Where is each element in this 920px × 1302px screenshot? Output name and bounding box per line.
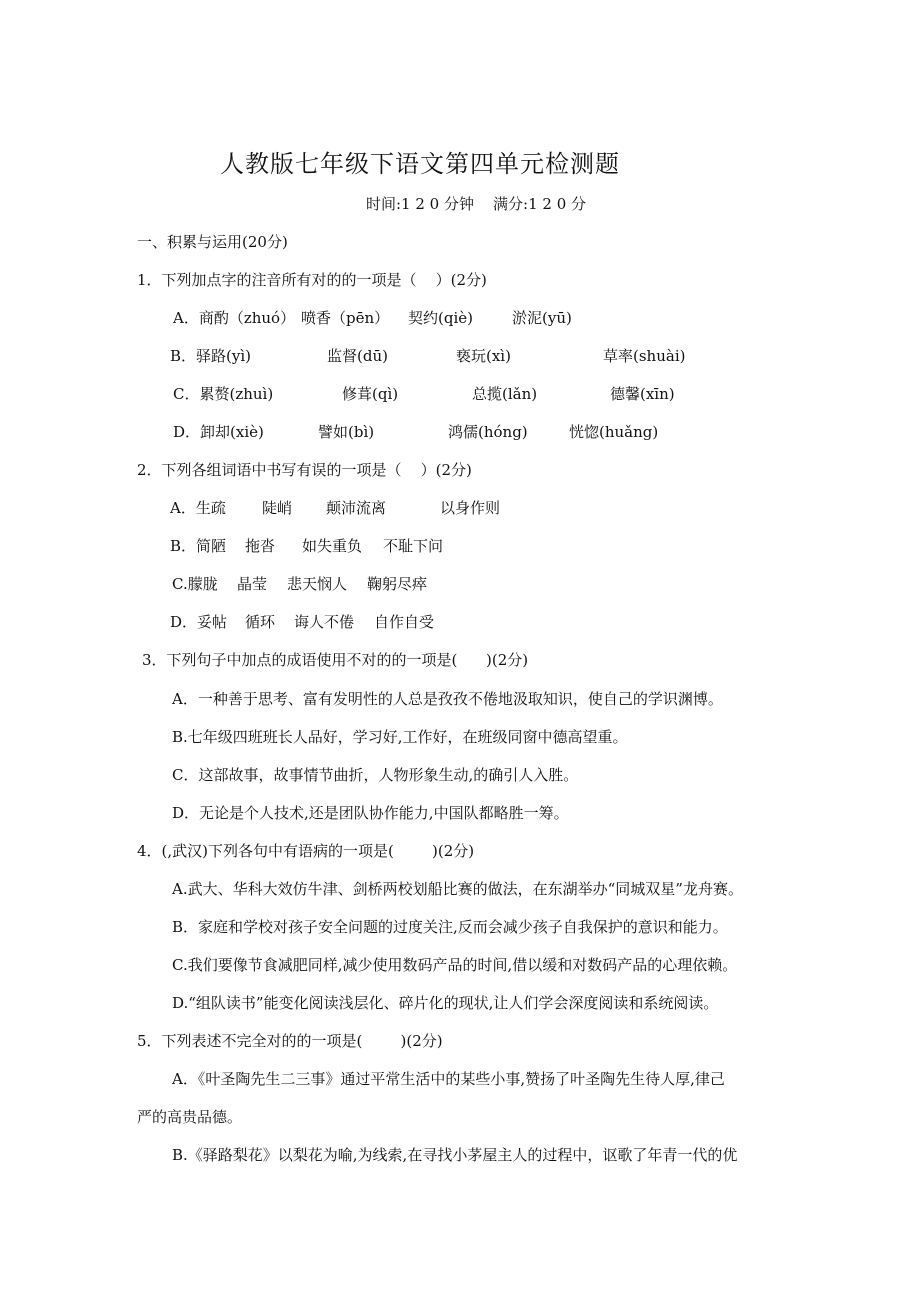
option-item: 不耻下问 (383, 537, 444, 555)
question-5-option-a-line1: A．《叶圣陶先生二三事》通过平常生活中的某些小事,赞扬了叶圣陶先生待人厚,律己 (172, 1070, 725, 1088)
option-item: 陡峭 (262, 499, 293, 517)
question-1-option-b (0, 346, 920, 366)
option-item: 自作自受 (374, 613, 435, 631)
question-5-option-b-line1: B.《驿路梨花》以梨花为喻,为线索,在寻找小茅屋主人的过程中，讴歌了年青一代的优 (172, 1146, 738, 1164)
option-item: 总揽(lǎn) (472, 385, 538, 403)
exam-info: 时间:1 2 0 分钟 满分:1 2 0 分 (366, 195, 587, 213)
question-3-option-b: B.七年级四班班长人品好，学习好,工作好，在班级同窗中德高望重。 (172, 728, 628, 746)
question-4-option-b: B．家庭和学校对孩子安全问题的过度关注,反而会减少孩子自我保护的意识和能力。 (172, 918, 728, 936)
question-3-stem: 3．下列句子中加点的成语使用不对的的一项是( )(2分) (142, 651, 529, 669)
option-item: D．妥帖 (170, 613, 228, 631)
option-item: C．累赘(zhuì) (173, 385, 274, 403)
option-item: 德馨(xīn) (610, 385, 675, 403)
option-item: 草率(shuài) (603, 347, 686, 365)
option-item: 鞠躬尽瘁 (367, 575, 428, 593)
option-item: 拖沓 (245, 537, 276, 555)
option-item: B．简陋 (170, 537, 227, 555)
question-5-stem: 5．下列表述不完全对的的一项是( )(2分) (137, 1032, 443, 1050)
option-item: 喷香（pēn） (301, 309, 390, 327)
question-4-option-a: A.武大、华科大效仿牛津、剑桥两校划船比赛的做法，在东湖举办“同城双星”龙舟赛。 (172, 880, 743, 898)
question-5-option-a-line2: 严的高贵品德。 (137, 1108, 243, 1126)
option-item: 如失重负 (302, 537, 363, 555)
option-item: 契约(qiè) (408, 309, 473, 327)
option-item: 淤泥(yū) (512, 309, 572, 327)
question-1-stem: 1．下列加点字的注音所有对的的一项是（ ）(2分) (137, 271, 487, 289)
option-item: 循环 (245, 613, 276, 631)
option-item: 监督(dū) (327, 347, 388, 365)
option-item: 譬如(bì) (318, 423, 375, 441)
option-item: 晶莹 (237, 575, 268, 593)
option-item: 修葺(qì) (342, 385, 399, 403)
option-item: 亵玩(xì) (456, 347, 511, 365)
question-4-option-c: C.我们要像节食减肥同样,减少使用数码产品的时间,借以缓和对数码产品的心理依赖。 (172, 956, 738, 974)
question-2-option-b (0, 536, 920, 556)
question-2-stem: 2．下列各组词语中书写有误的一项是（ ）(2分) (137, 461, 472, 479)
question-2-option-d (0, 612, 920, 632)
question-4-option-d: D.“组队读书”能变化阅读浅层化、碎片化的现状,让人们学会深度阅读和系统阅读。 (172, 994, 719, 1012)
option-item: 颠沛流离 (326, 499, 387, 517)
question-1-option-c (0, 384, 920, 404)
question-2-option-c (0, 574, 920, 594)
question-2-option-a (0, 498, 920, 518)
option-item: A．商酌（zhuó） (173, 309, 296, 327)
option-item: A．生疏 (170, 499, 226, 517)
option-item: 恍惚(huǎng) (569, 423, 659, 441)
option-item: 鸿儒(hóng) (448, 423, 528, 441)
question-1-option-a (0, 308, 920, 328)
section-heading: 一、积累与运用(20分) (137, 233, 288, 251)
question-3-option-d: D．无论是个人技术,还是团队协作能力,中国队都略胜一筹。 (172, 804, 569, 822)
option-item: C.朦胧 (172, 575, 218, 593)
page-title: 人教版七年级下语文第四单元检测题 (220, 150, 620, 178)
question-3-option-a: A．一种善于思考、富有发明性的人总是孜孜不倦地汲取知识，使自己的学识渊博。 (172, 690, 723, 708)
question-1-option-d (0, 422, 920, 442)
option-item: D．卸却(xiè) (173, 423, 264, 441)
option-item: B．驿路(yì) (170, 347, 251, 365)
option-item: 悲天悯人 (287, 575, 348, 593)
question-4-stem: 4．(,武汉)下列各句中有语病的一项是( )(2分) (137, 842, 475, 860)
question-3-option-c: C．这部故事，故事情节曲折，人物形象生动,的确引人入胜。 (172, 766, 579, 784)
option-item: 以身作则 (440, 499, 501, 517)
option-item: 诲人不倦 (294, 613, 355, 631)
